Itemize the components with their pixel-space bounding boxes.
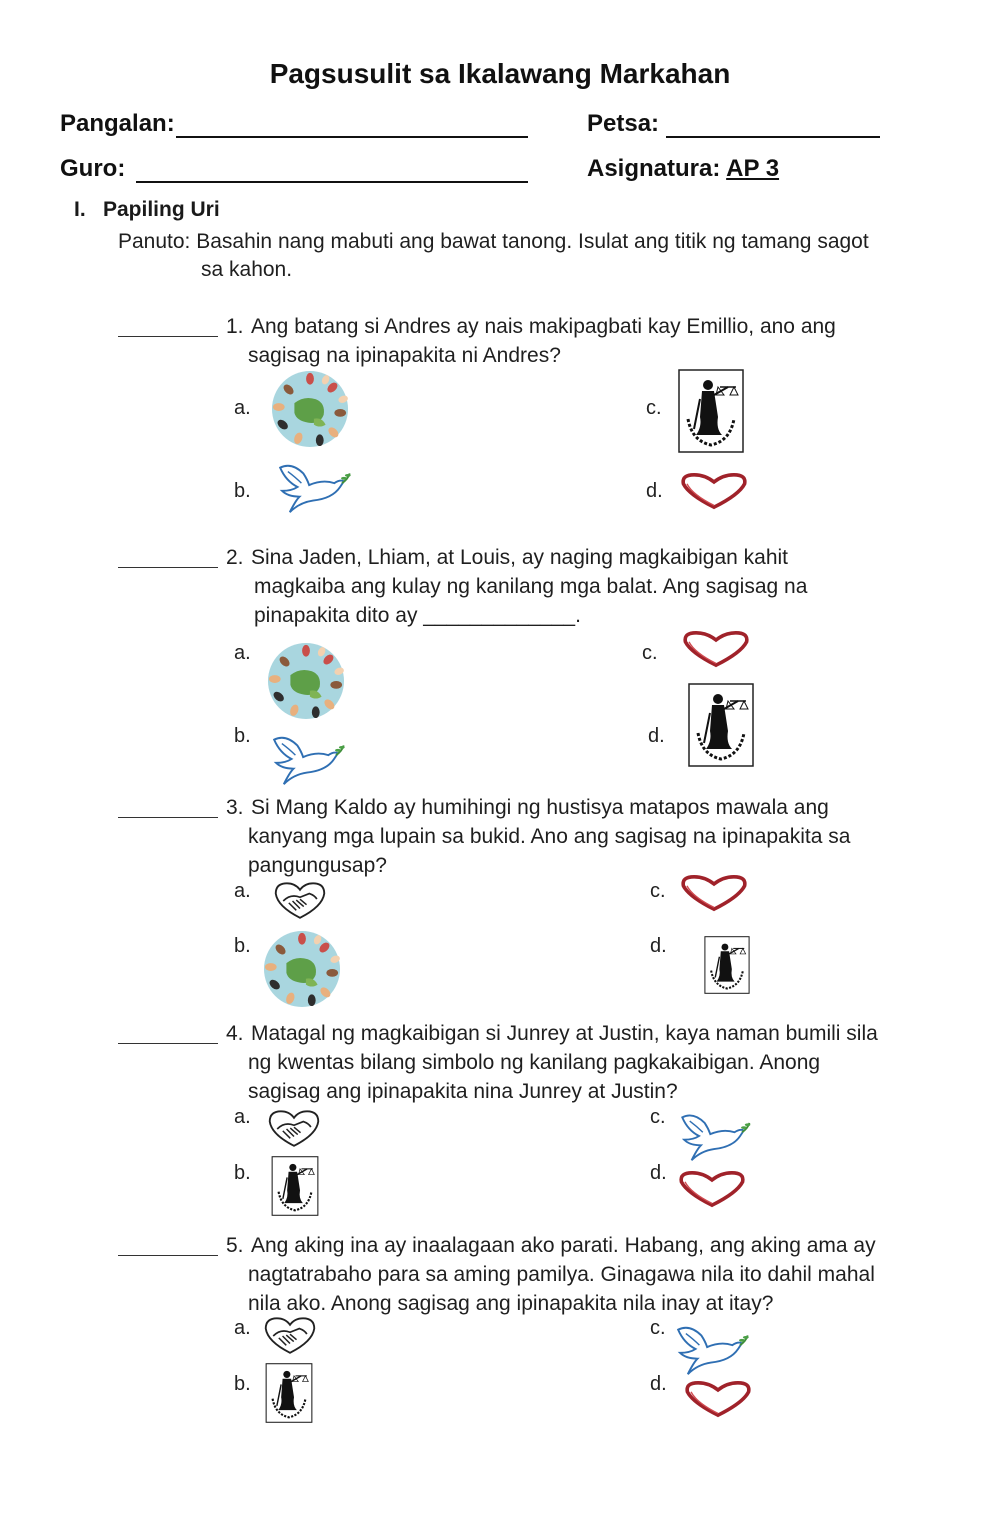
dove-icon — [268, 730, 346, 788]
option-letter: b. — [234, 1373, 251, 1395]
option-letter: d. — [646, 480, 663, 502]
instructions-line-1: Panuto: Basahin nang mabuti ang bawat tanong. Isulat ang titik ng tamang sagot — [118, 230, 869, 253]
question-text-line: Si Mang Kaldo ay humihingi ng hustisya matapos mawala ang — [251, 796, 829, 819]
option-letter: a. — [234, 397, 251, 419]
option-letter: c. — [650, 1317, 666, 1339]
answer-blank[interactable] — [118, 1255, 218, 1256]
handshake-icon — [266, 1108, 322, 1150]
answer-blank[interactable] — [118, 1043, 218, 1044]
option-letter: a. — [234, 642, 251, 664]
heart-icon — [680, 628, 752, 670]
question-text-line: nila ako. Anong sagisag ang ipinapakita nila inay at itay? — [248, 1292, 774, 1315]
answer-blank[interactable] — [118, 567, 218, 568]
question-number: 5. — [226, 1234, 244, 1257]
heart-icon — [676, 1168, 748, 1210]
option-letter: c. — [642, 642, 658, 664]
teacher-field[interactable] — [136, 157, 528, 183]
question-number: 4. — [226, 1022, 244, 1045]
question-text-line: Sina Jaden, Lhiam, at Louis, ay naging magkaibigan kahit — [251, 546, 789, 569]
option-letter: b. — [234, 935, 251, 957]
globe-hands-icon — [266, 642, 346, 720]
question-text-line: Matagal ng magkaibigan si Junrey at Justin, kaya naman bumili sila — [251, 1022, 878, 1045]
subject-label-text: Asignatura: — [587, 155, 721, 182]
question-text-line: nagtatrabaho para sa aming pamilya. Ginagawa nila ito dahil mahal — [248, 1263, 875, 1286]
option-letter: d. — [650, 935, 667, 957]
option-letter: c. — [646, 397, 662, 419]
option-letter: d. — [648, 725, 665, 747]
option-letter: a. — [234, 1106, 251, 1128]
question-number: 2. — [226, 546, 244, 569]
question-text-line: kanyang mga lupain sa bukid. Ano ang sagisag na ipinapakita sa — [248, 825, 851, 848]
justice-icon — [688, 683, 754, 767]
dove-icon — [672, 1320, 750, 1378]
question-text-line: pangungusap? — [248, 854, 387, 877]
instructions-line-2: sa kahon. — [201, 258, 293, 281]
answer-blank[interactable] — [118, 817, 218, 818]
option-letter: a. — [234, 880, 251, 902]
question-text-line: Ang batang si Andres ay nais makipagbati kay Emillio, ano ang — [251, 315, 836, 338]
name-field[interactable] — [176, 112, 528, 138]
option-letter: c. — [650, 1106, 666, 1128]
subject-label — [587, 155, 779, 183]
question-text-line: Ang aking ina ay inaalagaan ako parati. Habang, ang aking ama ay — [251, 1234, 876, 1257]
section-title: Papiling Uri — [103, 198, 220, 221]
question-text-line: sagisag ang ipinapakita nina Junrey at Justin? — [248, 1080, 678, 1103]
section-number: I. — [74, 198, 86, 221]
question-number: 3. — [226, 796, 244, 819]
justice-icon — [262, 1156, 328, 1216]
subject-value: AP 3 — [726, 155, 780, 182]
justice-icon — [678, 369, 744, 453]
answer-blank[interactable] — [118, 336, 218, 337]
handshake-icon — [262, 1315, 318, 1357]
option-letter: b. — [234, 725, 251, 747]
option-letter: d. — [650, 1373, 667, 1395]
handshake-icon — [272, 880, 328, 922]
question-text-line: sagisag na ipinapakita ni Andres? — [248, 344, 561, 367]
heart-icon — [682, 1378, 754, 1420]
justice-icon — [694, 936, 760, 994]
question-number: 1. — [226, 315, 244, 338]
heart-icon — [678, 470, 750, 512]
section-heading — [74, 198, 220, 222]
globe-hands-icon — [262, 930, 342, 1008]
page-title: Pagsusulit sa Ikalawang Markahan — [269, 58, 731, 89]
date-label: Petsa: — [587, 110, 660, 137]
question-text-line: pinapakita dito ay _____________. — [254, 604, 581, 627]
dove-icon — [676, 1108, 752, 1164]
globe-hands-icon — [270, 370, 350, 448]
option-letter: b. — [234, 480, 251, 502]
option-letter: c. — [650, 880, 666, 902]
question-text-line: ng kwentas bilang simbolo ng kanilang pagkakaibigan. Anong — [248, 1051, 821, 1074]
heart-icon — [678, 872, 750, 914]
option-letter: b. — [234, 1162, 251, 1184]
justice-icon — [256, 1363, 322, 1423]
date-field[interactable] — [666, 112, 880, 138]
option-letter: a. — [234, 1317, 251, 1339]
dove-icon — [274, 458, 352, 516]
question-text-line: magkaiba ang kulay ng kanilang mga balat. Ang sagisag na — [254, 575, 808, 598]
name-label: Pangalan: — [60, 110, 175, 137]
teacher-label: Guro: — [60, 155, 126, 182]
option-letter: d. — [650, 1162, 667, 1184]
